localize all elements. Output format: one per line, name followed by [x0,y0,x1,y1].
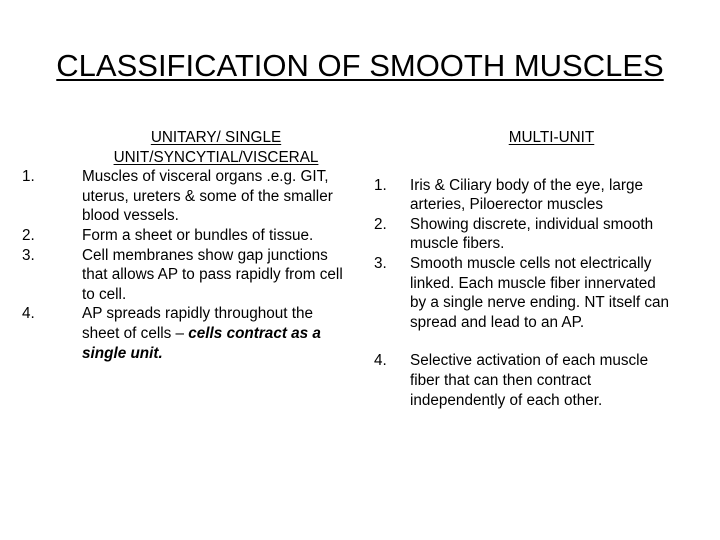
list-number: 1. [22,168,35,186]
slide-title: CLASSIFICATION OF SMOOTH MUSCLES [56,48,664,83]
multi-unit-header: MULTI-UNIT [508,129,595,146]
list-number: 1. [374,176,387,194]
list-item [22,167,352,226]
list-number: 3. [22,246,35,264]
list-text: Form a sheet or bundles of tissue. [82,226,314,244]
unitary-header-line2: UNIT/SYNCYTIAL/VISCERAL [113,148,319,166]
unitary-header [22,128,352,167]
list-text: Cell membranes show gap junctions that allows AP to pass rapidly from cell to cell. [82,246,343,303]
list-number: 2. [22,226,35,244]
list-number: 3. [374,254,387,272]
list-text-emphasis: cells contract as a single unit. [82,324,321,362]
list-text: Showing discrete, individual smooth muscle fibers. [410,215,654,253]
list-number: 4. [374,352,387,370]
list-text-wrapper [82,304,352,363]
list-text: Smooth muscle cells not electrically linked. Each muscle fiber innervated by a single nerve ending. NT itself can spread and lead to an AP. [410,254,670,331]
list-text: Muscles of visceral organs .e.g. GIT, uterus, ureters & some of the smaller blood vessels. [82,168,333,225]
list-item [22,246,352,305]
list-text: Selective activation of each muscle fiber that can then contract independently of each other. [410,352,649,409]
list-item [374,215,674,254]
list-number: 2. [374,215,387,233]
list-text: AP spreads rapidly throughout the sheet of cells – [82,305,314,342]
list-item [374,176,674,215]
list-item [374,254,674,332]
list-number: 4. [22,305,35,323]
list-item [22,226,352,246]
unitary-list [22,167,352,363]
unitary-header-line1: UNITARY/ SINGLE [150,129,282,146]
unitary-column [22,128,352,363]
list-text: Iris & Ciliary body of the eye, large arteries, Piloerector muscles [410,176,643,214]
multi-unit-list [374,176,674,411]
multi-unit-column [374,128,674,410]
list-item [22,304,352,363]
list-item [374,351,674,410]
